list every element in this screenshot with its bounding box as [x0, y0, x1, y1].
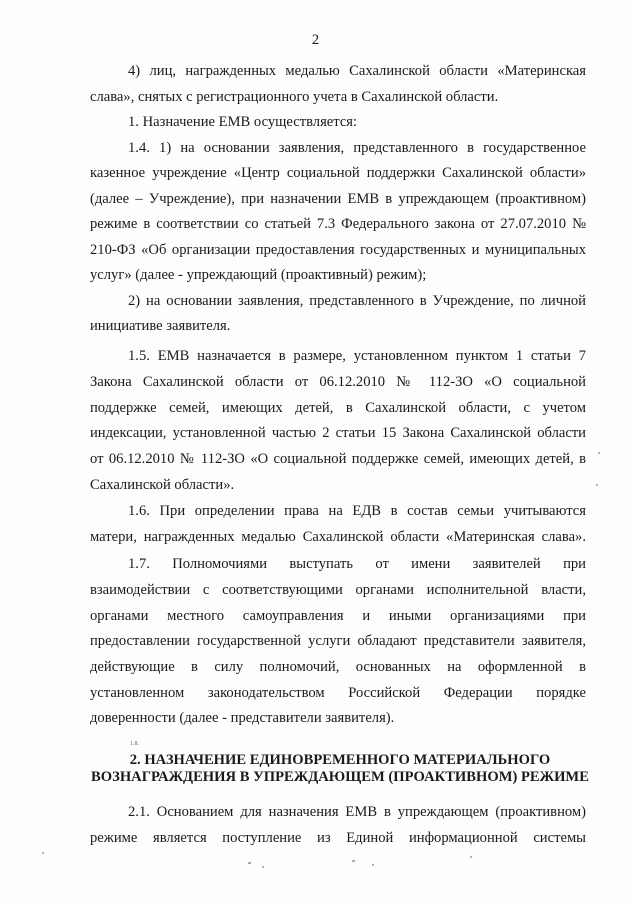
- scan-speck: [372, 864, 374, 866]
- scan-speck: [248, 862, 251, 864]
- text-line: доверенности (далее - представители заявителя).: [90, 710, 395, 726]
- text-line: (далее – Учреждение), при назначении ЕМВ в упреждающем (проактивном): [90, 191, 586, 207]
- text-line: 1.7. Полномочиями выступать от имени заявителей при: [128, 556, 586, 572]
- text-line: услуг» (далее - упреждающий (проактивный) режим);: [90, 267, 427, 283]
- text-line: 2) на основании заявления, представленного в Учреждение, по личной: [128, 293, 586, 309]
- text-line: слава», снятых с регистрационного учета в Сахалинской области.: [90, 89, 499, 105]
- scan-speck: [42, 852, 44, 854]
- text-line: взаимодействии с соответствующими органами исполнительной власти,: [90, 582, 586, 598]
- text-line: от 06.12.2010 № 112-ЗО «О социальной поддержке семей, имеющих детей, в: [90, 451, 586, 467]
- text-line: установленном законодательством Российской Федерации порядке: [90, 685, 586, 701]
- text-line: 1.6. При определении права на ЕДВ в состав семьи учитываются: [128, 503, 586, 519]
- section-heading-line: 2. НАЗНАЧЕНИЕ ЕДИНОВРЕМЕННОГО МАТЕРИАЛЬНОГО: [129, 752, 551, 768]
- scan-speck: [596, 484, 598, 486]
- page-number: 2: [311, 32, 320, 48]
- text-line: матери, награжденных медалью Сахалинской области «Материнская слава».: [90, 529, 586, 545]
- text-line: индексации, установленной частью 2 статьи 15 Закона Сахалинской области: [90, 425, 586, 441]
- text-line: Сахалинской области».: [90, 477, 235, 493]
- text-line: 1.5. ЕМВ назначается в размере, установленном пунктом 1 статьи 7: [128, 348, 586, 364]
- text-line: 1.4. 1) на основании заявления, представленного в государственное: [128, 140, 586, 156]
- text-line: режиме является поступление из Единой информационной системы: [90, 830, 586, 846]
- text-line: предоставлении государственной услуги обладают представители заявителя,: [90, 633, 586, 649]
- scan-speck: [352, 860, 355, 862]
- text-line: органами местного самоуправления и иными организациями при: [90, 608, 586, 624]
- text-line: 210-ФЗ «Об организации предоставления государственных и муниципальных: [90, 242, 586, 258]
- text-line: 1. Назначение ЕМВ осуществляется:: [128, 114, 358, 130]
- text-line: 2.1. Основанием для назначения ЕМВ в упреждающем (проактивном): [128, 804, 586, 820]
- text-line: действующие в силу полномочий, основанных на оформленной в: [90, 659, 586, 675]
- text-line: 4) лиц, награжденных медалью Сахалинской области «Материнская: [128, 63, 586, 79]
- text-line: казенное учреждение «Центр социальной поддержки Сахалинской области»: [90, 165, 586, 181]
- text-line: режиме в соответствии со статьей 7.3 Федерального закона от 27.07.2010 №: [90, 216, 586, 232]
- scan-speck: [470, 856, 472, 858]
- text-line: инициативе заявителя.: [90, 318, 231, 334]
- margin-mark: 1.8.: [130, 741, 139, 747]
- scan-speck: [598, 452, 600, 454]
- section-heading-line: ВОЗНАГРАЖДЕНИЯ В УПРЕЖДАЮЩЕМ (ПРОАКТИВНОМ) РЕЖИМЕ: [91, 769, 589, 785]
- text-line: поддержке семей, имеющих детей, в Сахалинской области, с учетом: [90, 400, 586, 416]
- scan-speck: [262, 866, 264, 868]
- text-line: Закона Сахалинской области от 06.12.2010 № 112-ЗО «О социальной: [90, 374, 586, 390]
